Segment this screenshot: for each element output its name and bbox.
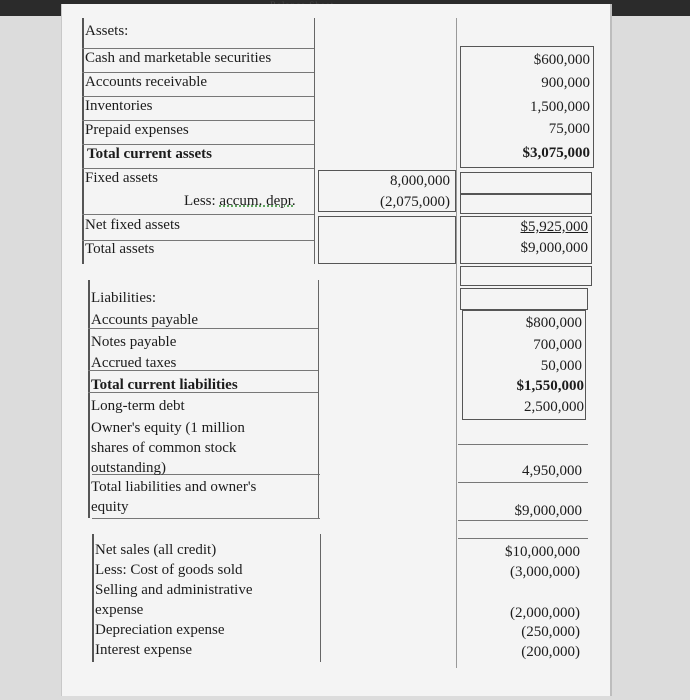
sga-label-2: expense [95,602,144,618]
rule [92,518,320,519]
owners-equity-label-3: outstanding) [91,460,166,476]
total-liab-equity-label-2: equity [91,499,129,515]
less-depr-label: Less: accum. depr. [184,193,296,209]
interest-value: (200,000) [521,644,580,660]
ar-value: 900,000 [541,75,590,91]
total-assets-label: Total assets [85,241,155,257]
interest-label: Interest expense [95,642,193,658]
total-liab-equity-value: $9,000,000 [514,503,582,519]
total-current-liabilities-label: Total current liabilities [91,377,238,393]
ap-value: $800,000 [525,315,582,331]
rule [82,214,314,215]
column-divider [318,280,319,518]
prepaid-label: Prepaid expenses [85,122,189,138]
rule [458,444,588,445]
assets-heading: Assets: [85,23,129,39]
rule [82,144,314,145]
owners-equity-value: 4,950,000 [522,463,582,479]
empty-box [460,194,592,214]
liabilities-heading: Liabilities: [91,290,156,306]
rule [88,328,318,329]
rule [458,482,588,483]
less-depr-value: (2,075,000) [380,194,450,210]
total-assets-value: $9,000,000 [520,240,588,256]
left-border-liabilities [88,280,90,518]
fixed-assets-label: Fixed assets [85,170,158,186]
empty-box [318,216,456,264]
cash-value: $600,000 [533,52,590,68]
total-current-liabilities-value: $1,550,000 [516,378,584,394]
cogs-value: (3,000,000) [510,564,580,580]
notes-payable-label: Notes payable [91,334,177,350]
column-divider [314,18,315,264]
rule [82,48,314,49]
rule [82,72,314,73]
rule [82,96,314,97]
inventories-label: Inventories [85,98,153,114]
total-liab-equity-label-1: Total liabilities and owner's [91,479,257,495]
empty-box [460,266,592,286]
long-term-debt-value: 2,500,000 [524,399,584,415]
accrued-taxes-value: 50,000 [540,358,582,374]
balance-sheet-page [62,4,610,696]
inventories-value: 1,500,000 [530,99,590,115]
owners-equity-label-2: shares of common stock [91,440,237,456]
total-current-assets-label: Total current assets [87,146,212,162]
net-sales-value: $10,000,000 [505,544,580,560]
accum-depr-text: accum. depr. [219,193,296,209]
accrued-taxes-label: Accrued taxes [91,355,177,371]
depreciation-value: (250,000) [521,624,580,640]
rule [82,120,314,121]
total-current-assets-value: $3,075,000 [522,145,590,161]
left-border-assets [82,18,84,264]
net-sales-label: Net sales (all credit) [95,542,217,558]
rule [82,168,314,169]
fixed-assets-value: 8,000,000 [390,173,450,189]
sga-label-1: Selling and administrative [95,582,253,598]
ap-label: Accounts payable [91,312,199,328]
rule [458,520,588,521]
ar-label: Accounts receivable [85,74,208,90]
empty-box [460,288,588,310]
column-divider [456,18,457,668]
depreciation-label: Depreciation expense [95,622,225,638]
left-border-income [92,534,94,662]
long-term-debt-label: Long-term debt [91,398,185,414]
notes-payable-value: 700,000 [533,337,582,353]
column-divider [320,534,321,662]
net-fixed-assets-value: $5,925,000 [520,219,588,235]
net-fixed-assets-label: Net fixed assets [85,217,180,233]
empty-box [460,172,592,194]
rule [458,538,588,539]
cash-label: Cash and marketable securities [85,50,272,66]
sga-value: (2,000,000) [510,605,580,621]
owners-equity-label-1: Owner's equity (1 million [91,420,245,436]
prepaid-value: 75,000 [548,121,590,137]
cogs-label: Less: Cost of goods sold [95,562,243,578]
